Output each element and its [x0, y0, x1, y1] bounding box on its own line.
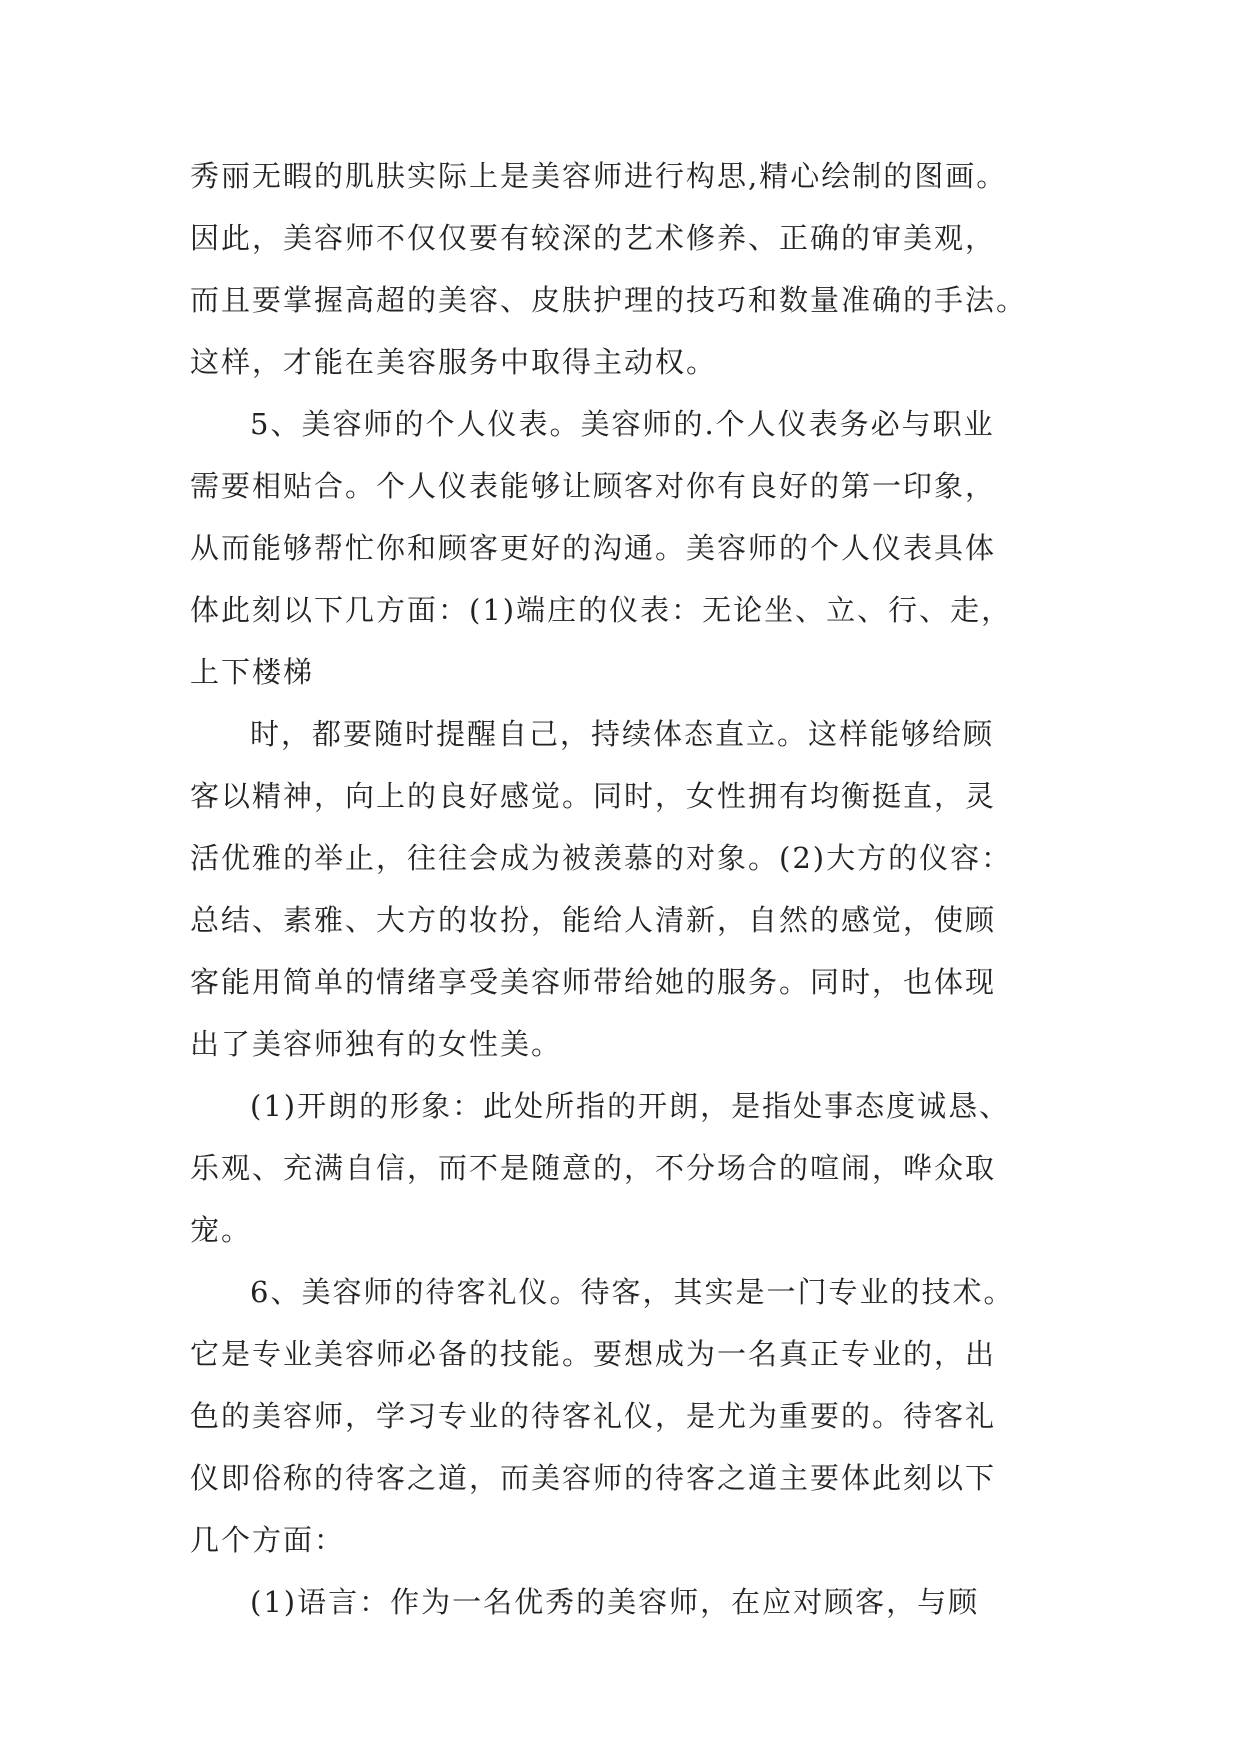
text-line: 总结、素雅、大方的妆扮，能给人清新，自然的感觉，使顾: [190, 903, 997, 937]
text-line: 秀丽无暇的肌肤实际上是美容师进行构思,精心绘制的图画。: [190, 159, 1008, 193]
paragraph-6-start: 6、美容师的待客礼仪。待客，其实是一门专业的技术。: [250, 1275, 1015, 1309]
text-line: 这样，才能在美容服务中取得主动权。: [190, 345, 718, 379]
text-line: (1)语言：作为一名优秀的美容师，在应对顾客，与顾: [250, 1585, 980, 1619]
text-line: 仪即俗称的待客之道，而美容师的待客之道主要体此刻以下: [190, 1461, 997, 1495]
text-line: 时，都要随时提醒自己，持续体态直立。这样能够给顾: [250, 717, 995, 751]
text-line: 几个方面：: [190, 1523, 346, 1557]
text-line: 宠。: [190, 1213, 253, 1247]
text-line: 色的美容师，学习专业的待客礼仪，是尤为重要的。待客礼: [190, 1399, 997, 1433]
text-line: 因此，美容师不仅仅要有较深的艺术修养、正确的审美观，: [190, 221, 997, 255]
text-line: 上下楼梯: [190, 655, 315, 689]
text-line: (1)开朗的形象：此处所指的开朗，是指处事态度诚恳、: [250, 1089, 1011, 1123]
text-line: 客能用简单的情绪享受美容师带给她的服务。同时，也体现: [190, 965, 997, 999]
text-line: 活优雅的举止，往往会成为被羡慕的对象。(2)大方的仪容：: [190, 841, 1013, 875]
text-line: 出了美容师独有的女性美。: [190, 1027, 563, 1061]
text-line: 客以精神，向上的良好感觉。同时，女性拥有均衡挺直，灵: [190, 779, 997, 813]
text-line: 而且要掌握高超的美容、皮肤护理的技巧和数量准确的手法。: [190, 283, 1028, 317]
text-line: 需要相贴合。个人仪表能够让顾客对你有良好的第一印象，: [190, 469, 997, 503]
paragraph-5-start: 5、美容师的个人仪表。美容师的.个人仪表务必与职业: [250, 407, 995, 441]
text-line: 体此刻以下几方面：(1)端庄的仪表：无论坐、立、行、走，: [190, 593, 1013, 627]
text-line: 它是专业美容师必备的技能。要想成为一名真正专业的，出: [190, 1337, 997, 1371]
text-line: 乐观、充满自信，而不是随意的，不分场合的喧闹，哗众取: [190, 1151, 997, 1185]
text-line: 从而能够帮忙你和顾客更好的沟通。美容师的个人仪表具体: [190, 531, 997, 565]
